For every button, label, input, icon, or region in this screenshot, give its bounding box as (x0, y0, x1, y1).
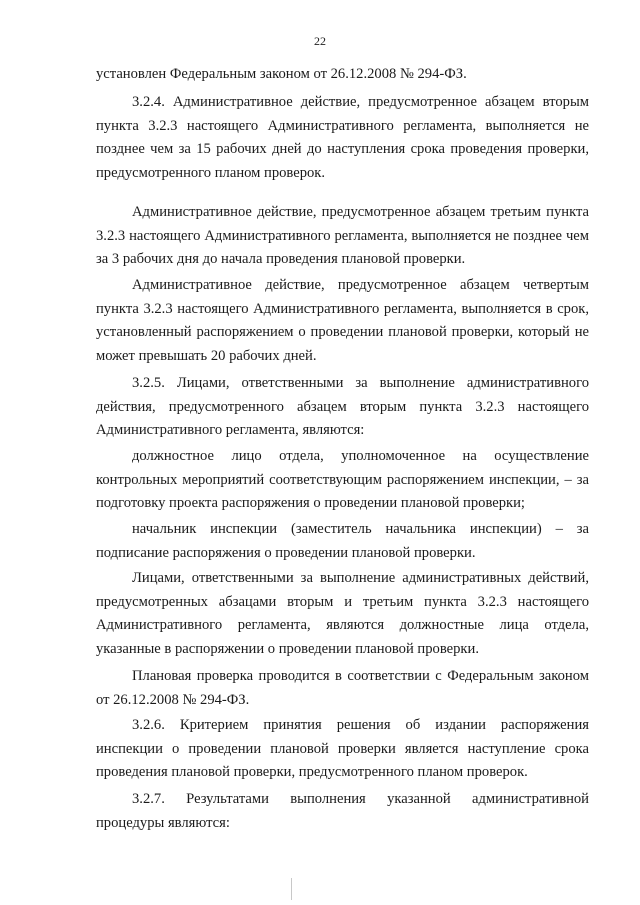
paragraph-inspection-head: начальник инспекции (заместитель начальника инспекции) – за подписание распоряжения о проведении плановой проверки. (96, 521, 589, 561)
paragraph-3-2-6: 3.2.6. Критерием принятия решения об издании распоряжения инспекции о проведении плановой проверки является наступление срока проведения плановой проверки, предусмотренного планом проверок. (96, 717, 589, 780)
paragraph-3-2-4: 3.2.4. Административное действие, предусмотренное абзацем вторым пункта 3.2.3 настоящего Административного регламента, выполняется не позднее чем за 15 рабочих дней до наступления срока проведения проверки, предусмотренного планом проверок. (96, 94, 589, 181)
paragraph-3-2-5: 3.2.5. Лицами, ответственными за выполнение административного действия, предусмотренного абзацем вторым пункта 3.2.3 настоящего Административного регламента, являются: (96, 375, 589, 438)
paragraph-3-2-7: 3.2.7. Результатами выполнения указанной административной процедуры являются: (96, 791, 589, 831)
paragraph-responsible-persons: Лицами, ответственными за выполнение административных действий, предусмотренных абзацами вторым и третьим пункта 3.2.3 настоящего Административного регламента, являются должностные лица отдела, указанные в распоряжении о проведении плановой проверки. (96, 570, 589, 657)
scan-artifact-line (291, 878, 292, 900)
page-number: 22 (314, 34, 326, 48)
paragraph-official-person: должностное лицо отдела, уполномоченное на осуществление контрольных мероприятий соответствующим распоряжением инспекции, – за подготовку проекта распоряжения о проведении плановой проверки; (96, 448, 589, 511)
paragraph-third-action: Административное действие, предусмотренное абзацем третьим пункта 3.2.3 настоящего Административного регламента, выполняется не позднее чем за 3 рабочих дня до начала проведения плановой проверки. (96, 204, 589, 267)
paragraph-continuation: установлен Федеральным законом от 26.12.2008 № 294-ФЗ. (96, 66, 467, 82)
paragraph-fourth-action: Административное действие, предусмотренное абзацем четвертым пункта 3.2.3 настоящего Административного регламента, выполняется в срок, установленный распоряжением о проведении плановой проверки, который не может превышать 20 рабочих дней. (96, 277, 589, 364)
paragraph-planned-inspection: Плановая проверка проводится в соответствии с Федеральным законом от 26.12.2008 № 294-ФЗ. (96, 668, 589, 708)
